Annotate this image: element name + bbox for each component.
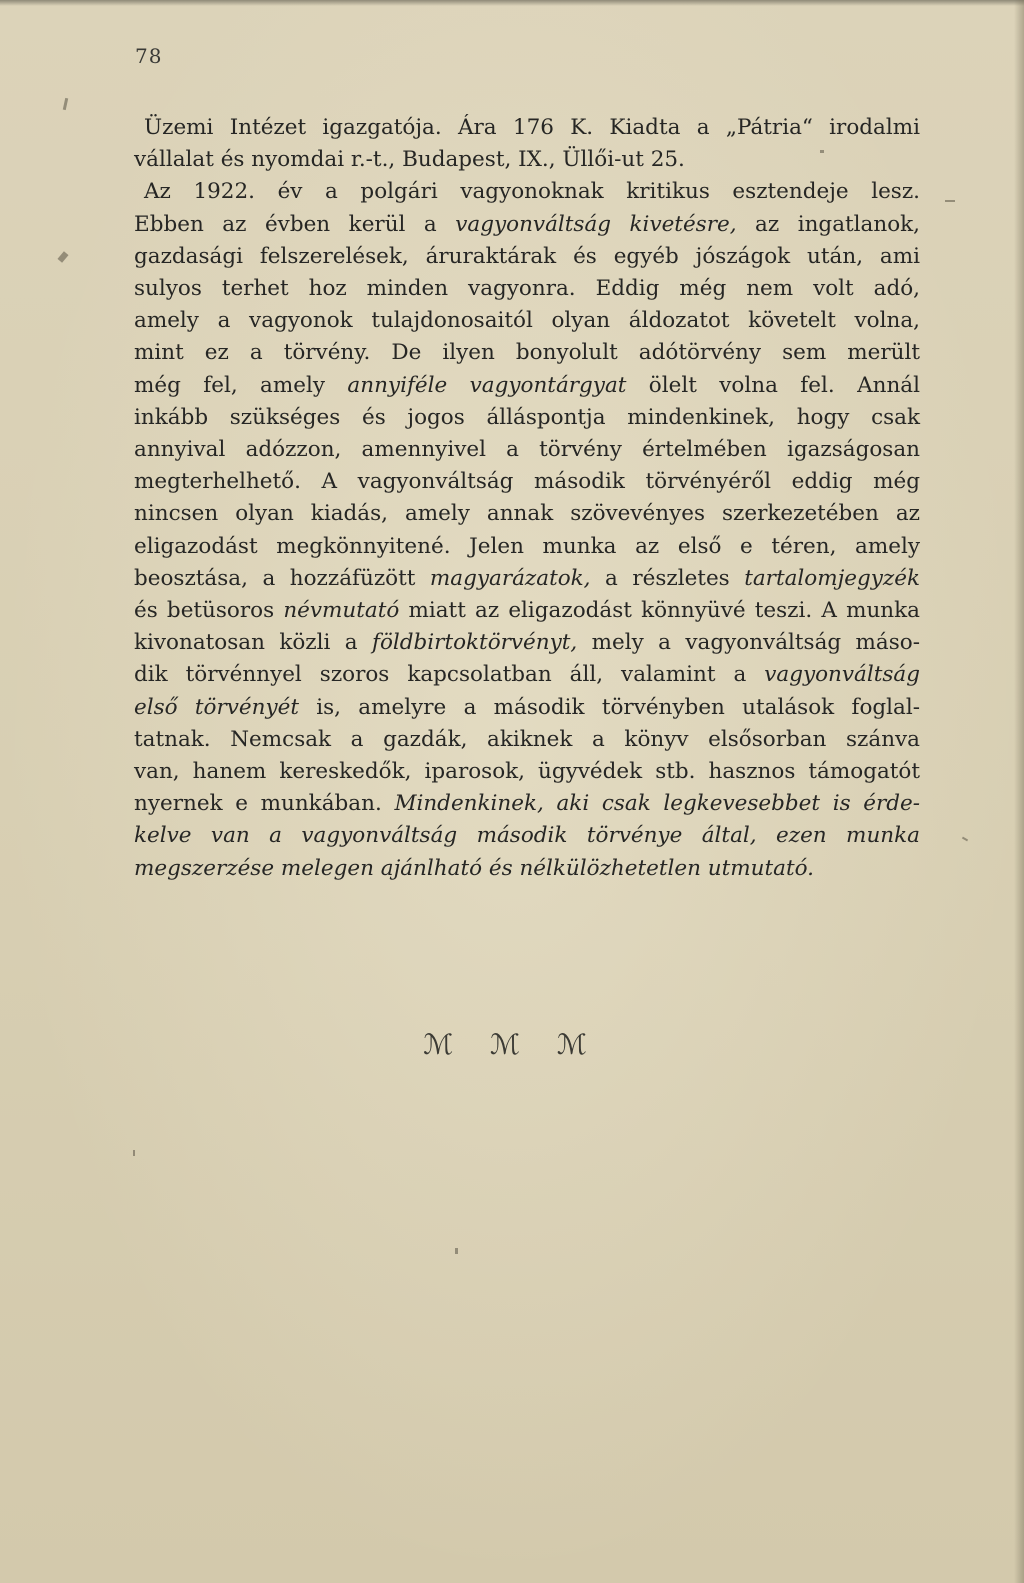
text-segment: dik törvénnyel szoros kapcsolatban áll, valamint a [134, 662, 765, 688]
text-line [134, 337, 920, 369]
paper-speck [455, 1248, 458, 1254]
text-line [134, 112, 920, 144]
text-line [134, 724, 920, 756]
text-line [134, 595, 920, 627]
text-line [134, 788, 920, 820]
text-line [134, 273, 920, 305]
text-segment: ölelt volna fel. Annál [626, 372, 920, 398]
text-segment: kivonatosan közli a [134, 630, 372, 656]
italic-segment: földbirtoktörvényt, [371, 630, 578, 656]
text-line [134, 531, 920, 563]
page-number: 78 [135, 44, 163, 68]
text-line [134, 853, 920, 885]
body-text [134, 112, 920, 885]
page-right-edge [1014, 0, 1024, 1583]
italic-segment: névmutató [283, 598, 400, 624]
text-line [134, 659, 920, 691]
italic-segment: vagyonváltság [764, 662, 920, 688]
paper-speck [962, 837, 968, 842]
paper-speck [63, 98, 68, 110]
text-segment: is, amelyre a második törvényben utalások foglal- [298, 694, 920, 720]
text-line [134, 498, 920, 530]
text-segment: vállalat és nyomdai r.-t., Budapest, IX., Üllői-ut 25. [134, 147, 685, 173]
text-segment: mely a vagyonváltság máso- [577, 630, 920, 656]
text-segment: inkább szükséges és jogos álláspontja mindenkinek, hogy csak [134, 404, 920, 430]
text-segment: miatt az eligazodást könnyüvé teszi. A munka [399, 598, 920, 624]
text-line [134, 434, 920, 466]
text-segment: sulyos terhet hoz minden vagyonra. Eddig még nem volt adó, [134, 276, 920, 302]
text-line [134, 820, 920, 852]
text-line [134, 209, 920, 241]
text-line [134, 305, 920, 337]
text-segment: eligazodást megkönnyitené. Jelen munka az első e téren, amely [134, 533, 920, 559]
text-segment: gazdasági felszerelések, áruraktárak és egyéb jószágok után, ami [134, 243, 920, 269]
text-line [134, 692, 920, 724]
italic-segment: magyarázatok, [429, 565, 591, 591]
text-segment: amely a vagyonok tulajdonosaitól olyan áldozatot követelt volna, [134, 308, 920, 334]
italic-segment: Mindenkinek, aki csak legkevesebbet is érde- [394, 791, 920, 817]
text-segment: beosztása, a hozzáfüzött [134, 565, 430, 591]
text-line [134, 756, 920, 788]
page-top-edge [0, 0, 1024, 6]
text-line [134, 402, 920, 434]
text-segment: a részletes [590, 565, 745, 591]
text-line [134, 370, 920, 402]
text-line [134, 176, 920, 208]
text-segment: megterhelhető. A vagyonváltság második törvényéről eddig még [134, 469, 920, 495]
text-line [134, 241, 920, 273]
italic-segment: annyiféle vagyontárgyat [347, 372, 627, 398]
text-segment: tatnak. Nemcsak a gazdák, akiknek a könyv elsősorban szánva [134, 726, 920, 752]
text-segment: még fel, amely [134, 372, 348, 398]
ornament-divider: ℳ ℳ ℳ [423, 1028, 601, 1061]
italic-segment: vagyonváltság kivetésre, [455, 211, 737, 237]
italic-segment: tartalomjegyzék [744, 565, 920, 591]
text-segment: nyernek e munkában. [134, 791, 395, 817]
text-line [134, 144, 920, 176]
paper-speck [133, 1150, 135, 1156]
paper-speck [57, 251, 68, 263]
text-segment: Üzemi Intézet igazgatója. Ára 176 K. Kiadta a „Pátria“ irodalmi [144, 115, 920, 140]
text-line [134, 563, 920, 595]
paper-speck [945, 200, 955, 202]
paper-speck [820, 150, 824, 153]
text-line [134, 466, 920, 498]
text-segment: nincsen olyan kiadás, amely annak szövevényes szerkezetében az [134, 501, 920, 527]
italic-segment: megszerzése melegen ajánlható és nélkülözhetetlen utmutató. [134, 855, 815, 881]
text-segment: Az 1922. év a polgári vagyonoknak kritikus esztendeje lesz. [144, 179, 920, 205]
italic-segment: kelve van a vagyonváltság második törvénye által, ezen munka [134, 823, 920, 849]
text-segment: mint ez a törvény. De ilyen bonyolult adótörvény sem merült [134, 340, 920, 366]
text-segment: Ebben az évben kerül a [134, 211, 456, 237]
text-segment: az ingatlanok, [736, 211, 921, 237]
text-segment: annyival adózzon, amennyivel a törvény értelmében igazságosan [134, 437, 920, 463]
text-segment: és betüsoros [134, 598, 284, 624]
text-segment: van, hanem kereskedők, iparosok, ügyvédek stb. hasznos támogatót [134, 759, 920, 785]
text-line [134, 627, 920, 659]
italic-segment: első törvényét [134, 694, 299, 720]
